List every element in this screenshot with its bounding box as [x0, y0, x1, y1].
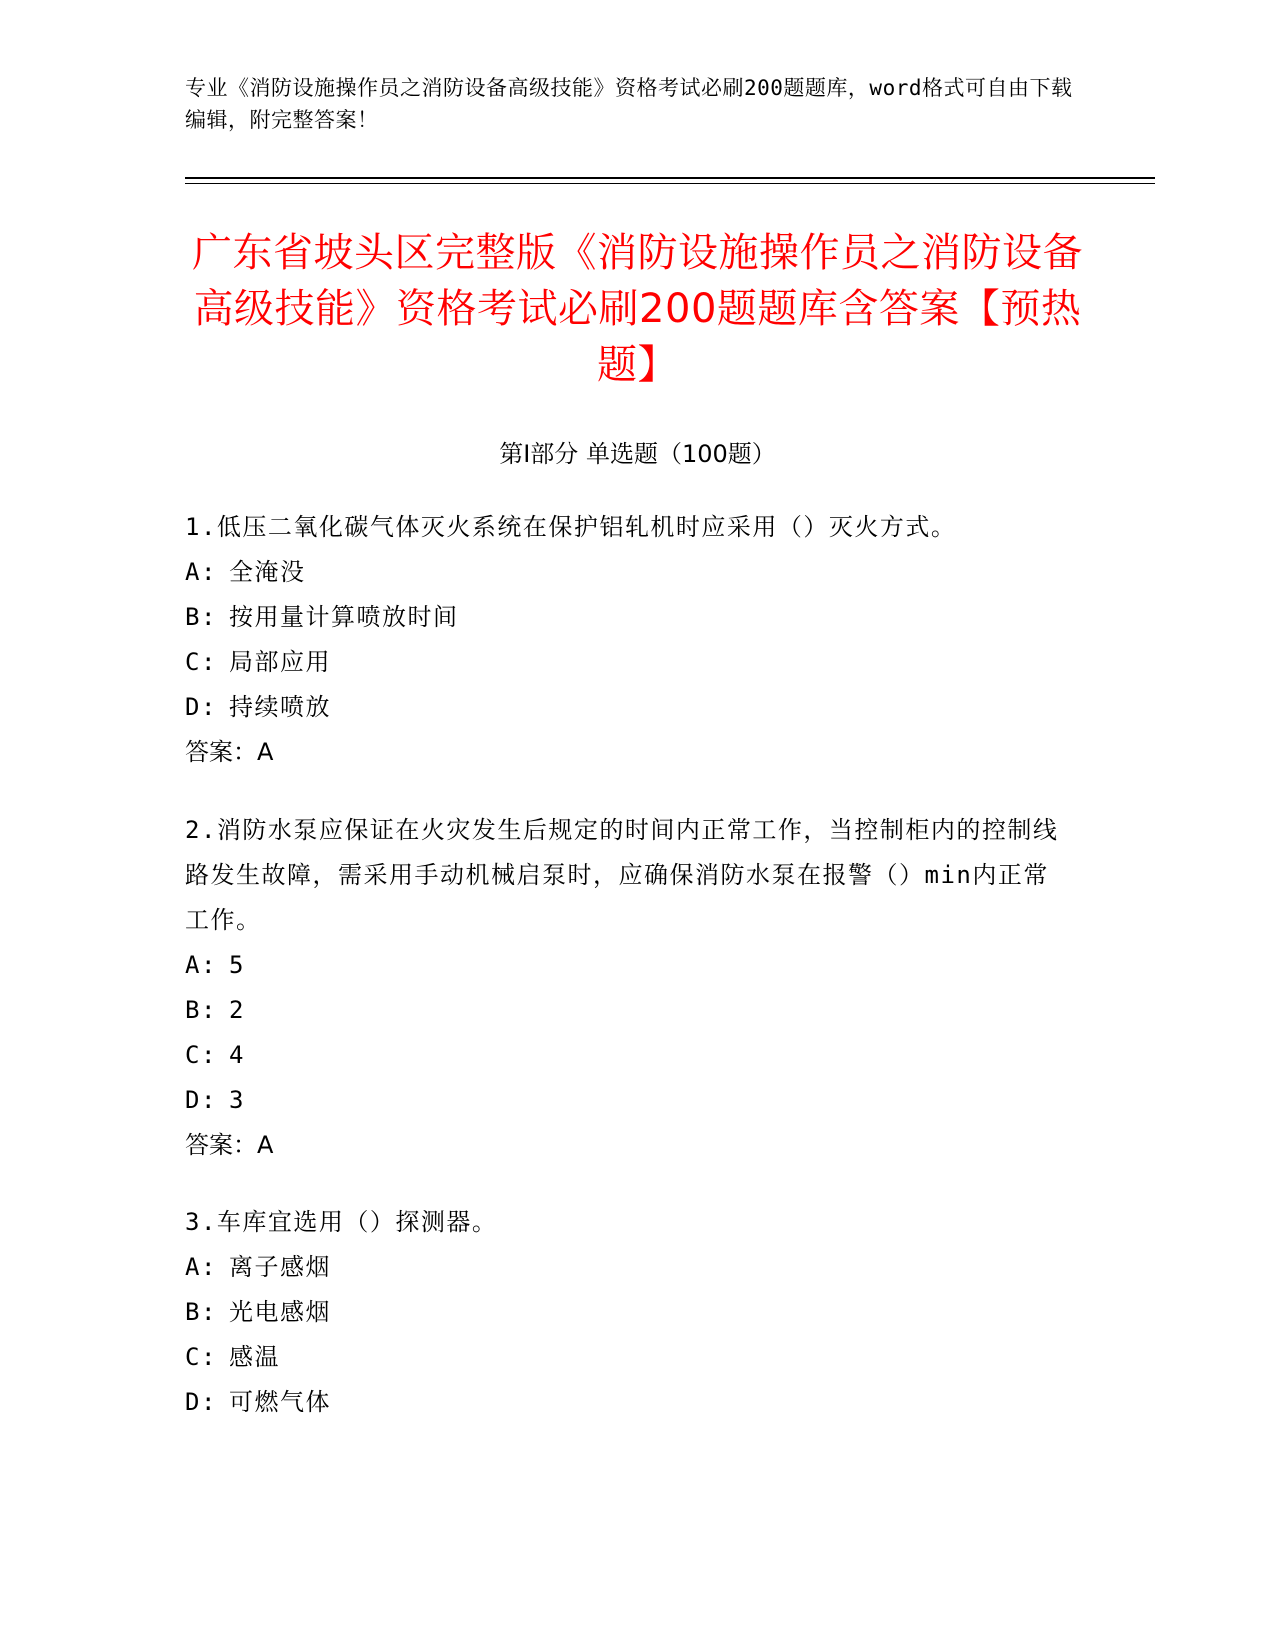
option-b: [185, 595, 1065, 640]
option-text: 持续喷放: [229, 693, 331, 721]
option-key: B:: [185, 1298, 217, 1326]
answer: 答案：A: [185, 1131, 274, 1159]
section-heading: 第I部分 单选题（100题）: [499, 440, 776, 468]
option-key: D:: [185, 1388, 217, 1416]
option-text: 感温: [229, 1343, 280, 1371]
option-key: A:: [185, 1253, 217, 1281]
option-key: B:: [185, 603, 217, 631]
option-d: [185, 1078, 1065, 1123]
option-d: [185, 1380, 1065, 1425]
option-key: C:: [185, 648, 217, 676]
option-key: D:: [185, 693, 217, 721]
option-key: C:: [185, 1041, 217, 1069]
option-text: 全淹没: [229, 558, 306, 586]
question-stem: 2.消防水泵应保证在火灾发生后规定的时间内正常工作，当控制柜内的控制线路发生故障，需采用手动机械启泵时，应确保消防水泵在报警（）min内正常工作。: [185, 816, 1059, 934]
option-text: 3: [229, 1086, 245, 1114]
option-key: A:: [185, 558, 217, 586]
option-text: 4: [229, 1041, 245, 1069]
option-c: [185, 640, 1065, 685]
question-2: [185, 808, 1065, 1168]
option-text: 2: [229, 996, 245, 1024]
option-text: 可燃气体: [229, 1388, 331, 1416]
option-b: [185, 1290, 1065, 1335]
question-3: [185, 1200, 1065, 1425]
option-text: 局部应用: [229, 648, 331, 676]
answer: 答案：A: [185, 738, 274, 766]
question-stem: 1.低压二氧化碳气体灭火系统在保护铝轧机时应采用（）灭火方式。: [185, 513, 957, 541]
option-key: C:: [185, 1343, 217, 1371]
option-c: [185, 1033, 1065, 1078]
option-key: D:: [185, 1086, 217, 1114]
header-note: 专业《消防设施操作员之消防设备高级技能》资格考试必刷200题题库，word格式可自由下载编辑，附完整答案！: [185, 76, 1073, 132]
option-key: B:: [185, 996, 217, 1024]
option-text: 光电感烟: [229, 1298, 331, 1326]
option-text: 按用量计算喷放时间: [229, 603, 459, 631]
option-d: [185, 685, 1065, 730]
option-c: [185, 1335, 1065, 1380]
header-divider-thick: [185, 177, 1155, 179]
option-b: [185, 988, 1065, 1033]
option-text: 离子感烟: [229, 1253, 331, 1281]
document-title: 广东省坡头区完整版《消防设施操作员之消防设备高级技能》资格考试必刷200题题库含答案【预热题】: [192, 230, 1083, 388]
option-a: [185, 1245, 1065, 1290]
question-1: [185, 505, 1065, 775]
question-stem: 3.车库宜选用（）探测器。: [185, 1208, 498, 1236]
option-text: 5: [229, 951, 245, 979]
option-a: [185, 943, 1065, 988]
header-divider-thin: [185, 183, 1155, 184]
option-a: [185, 550, 1065, 595]
option-key: A:: [185, 951, 217, 979]
